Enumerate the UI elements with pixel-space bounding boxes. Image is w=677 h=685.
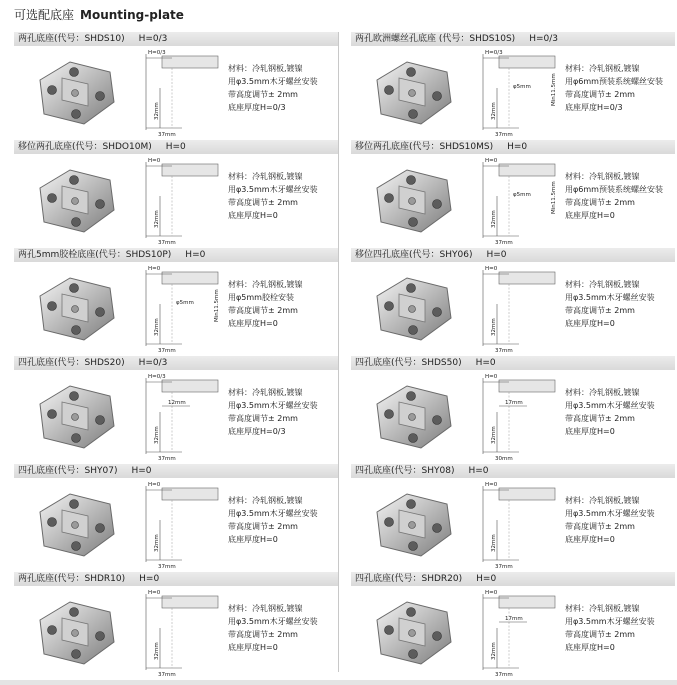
spec-line: 底座厚度H=0 xyxy=(565,535,615,544)
dim-hole-label: φ5mm xyxy=(513,84,531,90)
product-card-shdo10m xyxy=(14,140,338,248)
dim-depth-label: 32mm xyxy=(154,426,160,444)
spec-line: 用φ3.5mm木牙螺丝安装 xyxy=(565,401,655,410)
column-divider xyxy=(338,32,339,672)
card-title-bar xyxy=(351,572,675,586)
dim-depth-label: 32mm xyxy=(491,210,497,228)
product-name: 四孔底座(代号：SHDS50) xyxy=(355,358,462,368)
dim-height-label: H=0 xyxy=(485,374,498,380)
product-height: H=0 xyxy=(475,358,496,368)
spec-line: 用φ3.5mm木牙螺丝安装 xyxy=(565,293,655,302)
product-card-shy06 xyxy=(351,248,675,356)
spec-line: 用φ3.5mm木牙螺丝安装 xyxy=(228,509,318,518)
adjust-screw-icon xyxy=(409,90,416,97)
product-card-shdr10 xyxy=(14,572,338,680)
technical-drawing xyxy=(132,588,220,678)
spec-line: 底座厚度H=0 xyxy=(565,643,615,652)
spec-line: 底座厚度H=0/3 xyxy=(565,103,623,112)
dim-width-label: 30mm xyxy=(495,456,513,462)
technical-drawing xyxy=(132,48,220,138)
product-name: 移位两孔底座(代号：SHDS10MS) xyxy=(355,142,494,152)
screw-hole-icon xyxy=(48,194,57,203)
screw-hole-icon xyxy=(433,416,442,425)
screw-hole-icon xyxy=(433,308,442,317)
card-title-bar xyxy=(14,248,338,262)
screw-hole-icon xyxy=(385,194,394,203)
spec-line: 用φ3.5mm木牙螺丝安装 xyxy=(565,509,655,518)
technical-drawing xyxy=(469,264,557,354)
product-card-shds50 xyxy=(351,356,675,464)
screw-hole-icon xyxy=(48,518,57,527)
adjust-screw-icon xyxy=(409,306,416,313)
spec-line: 带高度调节± 2mm xyxy=(228,414,298,423)
plate-photo xyxy=(18,590,130,674)
spec-line: 材料：冷轧钢板,镀镍 xyxy=(565,172,640,181)
product-name: 移位四孔底座(代号：SHY06) xyxy=(355,250,473,260)
screw-hole-icon xyxy=(409,542,418,551)
plate-photo xyxy=(355,482,467,566)
product-card-shds10s xyxy=(351,32,675,140)
card-title-bar xyxy=(351,140,675,154)
dim-depth-label: 32mm xyxy=(154,210,160,228)
dim-width-label: 37mm xyxy=(495,348,513,354)
dim-depth-label: 32mm xyxy=(491,426,497,444)
screw-hole-icon xyxy=(96,524,105,533)
spec-line: 底座厚度H=0/3 xyxy=(228,427,286,436)
screw-hole-icon xyxy=(407,68,416,77)
adjust-screw-icon xyxy=(409,522,416,529)
product-card-shdr20 xyxy=(351,572,675,680)
dim-width-label: 37mm xyxy=(158,348,176,354)
page-title xyxy=(14,6,184,23)
screw-hole-icon xyxy=(72,326,81,335)
spec-line: 带高度调节± 2mm xyxy=(565,90,635,99)
spec-line: 材料：冷轧钢板,镀镍 xyxy=(565,496,640,505)
dim-height-label: H=0 xyxy=(148,266,161,272)
adjust-screw-icon xyxy=(72,198,79,205)
dim-width-label: 37mm xyxy=(158,456,176,462)
technical-drawing xyxy=(469,480,557,570)
dim-width-label: 37mm xyxy=(158,132,176,138)
spec-line: 带高度调节± 2mm xyxy=(565,630,635,639)
card-title-bar xyxy=(14,464,338,478)
screw-hole-icon xyxy=(96,92,105,101)
dim-inner-label: 17mm xyxy=(505,400,523,406)
product-name: 两孔欧洲螺丝孔底座 (代号：SHDS10S) xyxy=(355,34,516,44)
plate-photo xyxy=(18,266,130,350)
spec-line: 用φ3.5mm木牙螺丝安装 xyxy=(228,77,318,86)
spec-line: 带高度调节± 2mm xyxy=(565,522,635,531)
adjust-screw-icon xyxy=(72,414,79,421)
spec-line: 带高度调节± 2mm xyxy=(565,198,635,207)
spec-list xyxy=(565,170,675,222)
product-name: 两孔底座(代号：SHDS10) xyxy=(18,34,125,44)
screw-hole-icon xyxy=(407,284,416,293)
product-height: H=0 xyxy=(468,466,489,476)
screw-hole-icon xyxy=(407,392,416,401)
spec-line: 材料：冷轧钢板,镀镍 xyxy=(565,64,640,73)
product-card-shds20 xyxy=(14,356,338,464)
technical-drawing xyxy=(469,48,557,138)
screw-hole-icon xyxy=(70,608,79,617)
screw-hole-icon xyxy=(48,302,57,311)
technical-drawing xyxy=(469,372,557,462)
spec-list xyxy=(228,602,338,654)
screw-hole-icon xyxy=(70,68,79,77)
dim-hole-label: φ5mm xyxy=(176,300,194,306)
screw-hole-icon xyxy=(96,200,105,209)
card-title-bar xyxy=(14,140,338,154)
spec-list xyxy=(228,170,338,222)
technical-drawing xyxy=(132,372,220,462)
spec-line: 用φ3.5mm木牙螺丝安装 xyxy=(228,401,318,410)
dim-width-label: 37mm xyxy=(158,240,176,246)
screw-hole-icon xyxy=(433,92,442,101)
screw-hole-icon xyxy=(409,650,418,659)
spec-line: 材料：冷轧钢板,镀镍 xyxy=(565,604,640,613)
dim-width-label: 37mm xyxy=(495,240,513,246)
spec-list xyxy=(228,494,338,546)
dim-height-label: H=0 xyxy=(485,266,498,272)
screw-hole-icon xyxy=(48,86,57,95)
product-height: H=0/3 xyxy=(529,34,558,44)
spec-line: 底座厚度H=0 xyxy=(228,211,278,220)
screw-hole-icon xyxy=(385,410,394,419)
spec-line: 带高度调节± 2mm xyxy=(228,198,298,207)
dim-depth-label: 32mm xyxy=(154,102,160,120)
dim-depth-label: 32mm xyxy=(491,102,497,120)
dim-height-label: H=0/3 xyxy=(148,374,166,380)
screw-hole-icon xyxy=(385,626,394,635)
spec-line: 用φ6mm预装系统螺丝安装 xyxy=(565,185,663,194)
spec-list xyxy=(228,278,338,330)
technical-drawing xyxy=(469,588,557,678)
screw-hole-icon xyxy=(70,500,79,509)
screw-hole-icon xyxy=(433,524,442,533)
technical-drawing xyxy=(132,480,220,570)
screw-hole-icon xyxy=(409,110,418,119)
screw-hole-icon xyxy=(96,416,105,425)
screw-hole-icon xyxy=(409,434,418,443)
screw-hole-icon xyxy=(72,218,81,227)
screw-hole-icon xyxy=(70,176,79,185)
card-title-bar xyxy=(14,572,338,586)
plate-photo xyxy=(355,590,467,674)
screw-hole-icon xyxy=(385,302,394,311)
card-title-bar xyxy=(351,248,675,262)
spec-line: 用φ6mm预装系统螺丝安装 xyxy=(565,77,663,86)
dim-depth-label: 32mm xyxy=(491,534,497,552)
dim-height-label: H=0 xyxy=(148,590,161,596)
screw-hole-icon xyxy=(385,518,394,527)
spec-line: 用φ5mm胶栓安装 xyxy=(228,293,294,302)
screw-hole-icon xyxy=(407,176,416,185)
dim-width-label: 37mm xyxy=(495,564,513,570)
spec-line: 材料：冷轧钢板,镀镍 xyxy=(228,172,303,181)
dim-height-label: H=0 xyxy=(485,590,498,596)
screw-hole-icon xyxy=(409,218,418,227)
spec-list xyxy=(228,62,338,114)
spec-line: 底座厚度H=0 xyxy=(565,319,615,328)
product-height: H=0/3 xyxy=(138,358,168,368)
product-card-shds10ms xyxy=(351,140,675,248)
spec-line: 底座厚度H=0 xyxy=(228,643,278,652)
dim-side-label: Min11.5mm xyxy=(214,289,220,322)
screw-hole-icon xyxy=(385,86,394,95)
spec-line: 带高度调节± 2mm xyxy=(228,522,298,531)
dim-depth-label: 32mm xyxy=(154,642,160,660)
adjust-screw-icon xyxy=(72,630,79,637)
product-name: 四孔底座(代号：SHY07) xyxy=(18,466,118,476)
card-title-bar xyxy=(351,464,675,478)
page-title-cn: 可选配底座 xyxy=(14,8,75,22)
screw-hole-icon xyxy=(48,626,57,635)
product-name: 四孔底座(代号：SHY08) xyxy=(355,466,455,476)
spec-list xyxy=(565,62,675,114)
product-height: H=0 xyxy=(131,466,152,476)
dim-inner-label: 17mm xyxy=(505,616,523,622)
dim-depth-label: 32mm xyxy=(491,642,497,660)
product-height: H=0 xyxy=(507,142,528,152)
page-title-en: Mounting-plate xyxy=(80,8,184,22)
spec-line: 带高度调节± 2mm xyxy=(565,414,635,423)
spec-line: 底座厚度H=0 xyxy=(228,535,278,544)
card-title-bar xyxy=(14,356,338,370)
plate-photo xyxy=(355,158,467,242)
dim-height-label: H=0 xyxy=(485,158,498,164)
spec-line: 底座厚度H=0/3 xyxy=(228,103,286,112)
screw-hole-icon xyxy=(407,608,416,617)
adjust-screw-icon xyxy=(409,630,416,637)
adjust-screw-icon xyxy=(72,522,79,529)
plate-photo xyxy=(18,158,130,242)
screw-hole-icon xyxy=(70,284,79,293)
spec-line: 材料：冷轧钢板,镀镍 xyxy=(228,280,303,289)
spec-line: 材料：冷轧钢板,镀镍 xyxy=(228,64,303,73)
adjust-screw-icon xyxy=(409,414,416,421)
dim-hole-label: φ5mm xyxy=(513,192,531,198)
spec-line: 材料：冷轧钢板,镀镍 xyxy=(565,388,640,397)
product-card-shy07 xyxy=(14,464,338,572)
spec-line: 用φ3.5mm木牙螺丝安装 xyxy=(228,617,318,626)
plate-photo xyxy=(18,50,130,134)
product-height: H=0 xyxy=(139,574,160,584)
product-card-shds10 xyxy=(14,32,338,140)
screw-hole-icon xyxy=(72,542,81,551)
dim-side-label: Min11.5mm xyxy=(551,181,557,214)
spec-line: 带高度调节± 2mm xyxy=(228,306,298,315)
product-name: 四孔底座(代号：SHDR20) xyxy=(355,574,463,584)
dim-width-label: 37mm xyxy=(495,672,513,678)
product-height: H=0 xyxy=(476,574,497,584)
product-height: H=0 xyxy=(165,142,186,152)
product-name: 四孔底座(代号：SHDS20) xyxy=(18,358,125,368)
spec-line: 用φ3.5mm木牙螺丝安装 xyxy=(228,185,318,194)
card-title-bar xyxy=(14,32,338,46)
dim-depth-label: 32mm xyxy=(154,534,160,552)
spec-line: 带高度调节± 2mm xyxy=(228,630,298,639)
spec-line: 材料：冷轧钢板,镀镍 xyxy=(228,604,303,613)
dim-height-label: H=0 xyxy=(148,482,161,488)
spec-list xyxy=(565,386,675,438)
spec-list xyxy=(565,494,675,546)
card-title-bar xyxy=(351,356,675,370)
screw-hole-icon xyxy=(96,632,105,641)
spec-line: 用φ3.5mm木牙螺丝安装 xyxy=(565,617,655,626)
screw-hole-icon xyxy=(72,110,81,119)
dim-width-label: 37mm xyxy=(158,672,176,678)
adjust-screw-icon xyxy=(72,90,79,97)
technical-drawing xyxy=(469,156,557,246)
spec-line: 底座厚度H=0 xyxy=(228,319,278,328)
adjust-screw-icon xyxy=(409,198,416,205)
dim-height-label: H=0 xyxy=(485,482,498,488)
spec-line: 材料：冷轧钢板,镀镍 xyxy=(565,280,640,289)
product-card-shds10p xyxy=(14,248,338,356)
screw-hole-icon xyxy=(409,326,418,335)
screw-hole-icon xyxy=(96,308,105,317)
product-card-shy08 xyxy=(351,464,675,572)
product-name: 两孔底座(代号：SHDR10) xyxy=(18,574,126,584)
dim-depth-label: 32mm xyxy=(154,318,160,336)
technical-drawing xyxy=(132,156,220,246)
screw-hole-icon xyxy=(70,392,79,401)
dim-width-label: 37mm xyxy=(158,564,176,570)
dim-height-label: H=0 xyxy=(148,158,161,164)
spec-line: 带高度调节± 2mm xyxy=(228,90,298,99)
dim-height-label: H=0/3 xyxy=(148,50,166,56)
screw-hole-icon xyxy=(433,632,442,641)
spec-line: 材料：冷轧钢板,镀镍 xyxy=(228,388,303,397)
screw-hole-icon xyxy=(433,200,442,209)
dim-inner-label: 12mm xyxy=(168,400,186,406)
dim-width-label: 37mm xyxy=(495,132,513,138)
screw-hole-icon xyxy=(407,500,416,509)
plate-photo xyxy=(355,374,467,458)
spec-line: 材料：冷轧钢板,镀镍 xyxy=(228,496,303,505)
product-height: H=0 xyxy=(486,250,507,260)
spec-line: 底座厚度H=0 xyxy=(565,211,615,220)
dim-height-label: H=0/3 xyxy=(485,50,503,56)
plate-photo xyxy=(18,374,130,458)
screw-hole-icon xyxy=(72,650,81,659)
dim-side-label: Min11.5mm xyxy=(551,73,557,106)
adjust-screw-icon xyxy=(72,306,79,313)
spec-list xyxy=(228,386,338,438)
spec-line: 底座厚度H=0 xyxy=(565,427,615,436)
spec-list xyxy=(565,602,675,654)
product-name: 移位两孔底座(代号：SHDO10M) xyxy=(18,142,152,152)
plate-photo xyxy=(355,50,467,134)
plate-photo xyxy=(18,482,130,566)
dim-depth-label: 32mm xyxy=(491,318,497,336)
plate-photo xyxy=(355,266,467,350)
spec-list xyxy=(565,278,675,330)
product-name: 两孔5mm胶栓底座(代号：SHDS10P) xyxy=(18,250,172,260)
technical-drawing xyxy=(132,264,220,354)
card-title-bar xyxy=(351,32,675,46)
product-height: H=0 xyxy=(185,250,206,260)
product-height: H=0/3 xyxy=(138,34,168,44)
screw-hole-icon xyxy=(72,434,81,443)
screw-hole-icon xyxy=(48,410,57,419)
spec-line: 带高度调节± 2mm xyxy=(565,306,635,315)
bottom-rule xyxy=(0,680,677,685)
